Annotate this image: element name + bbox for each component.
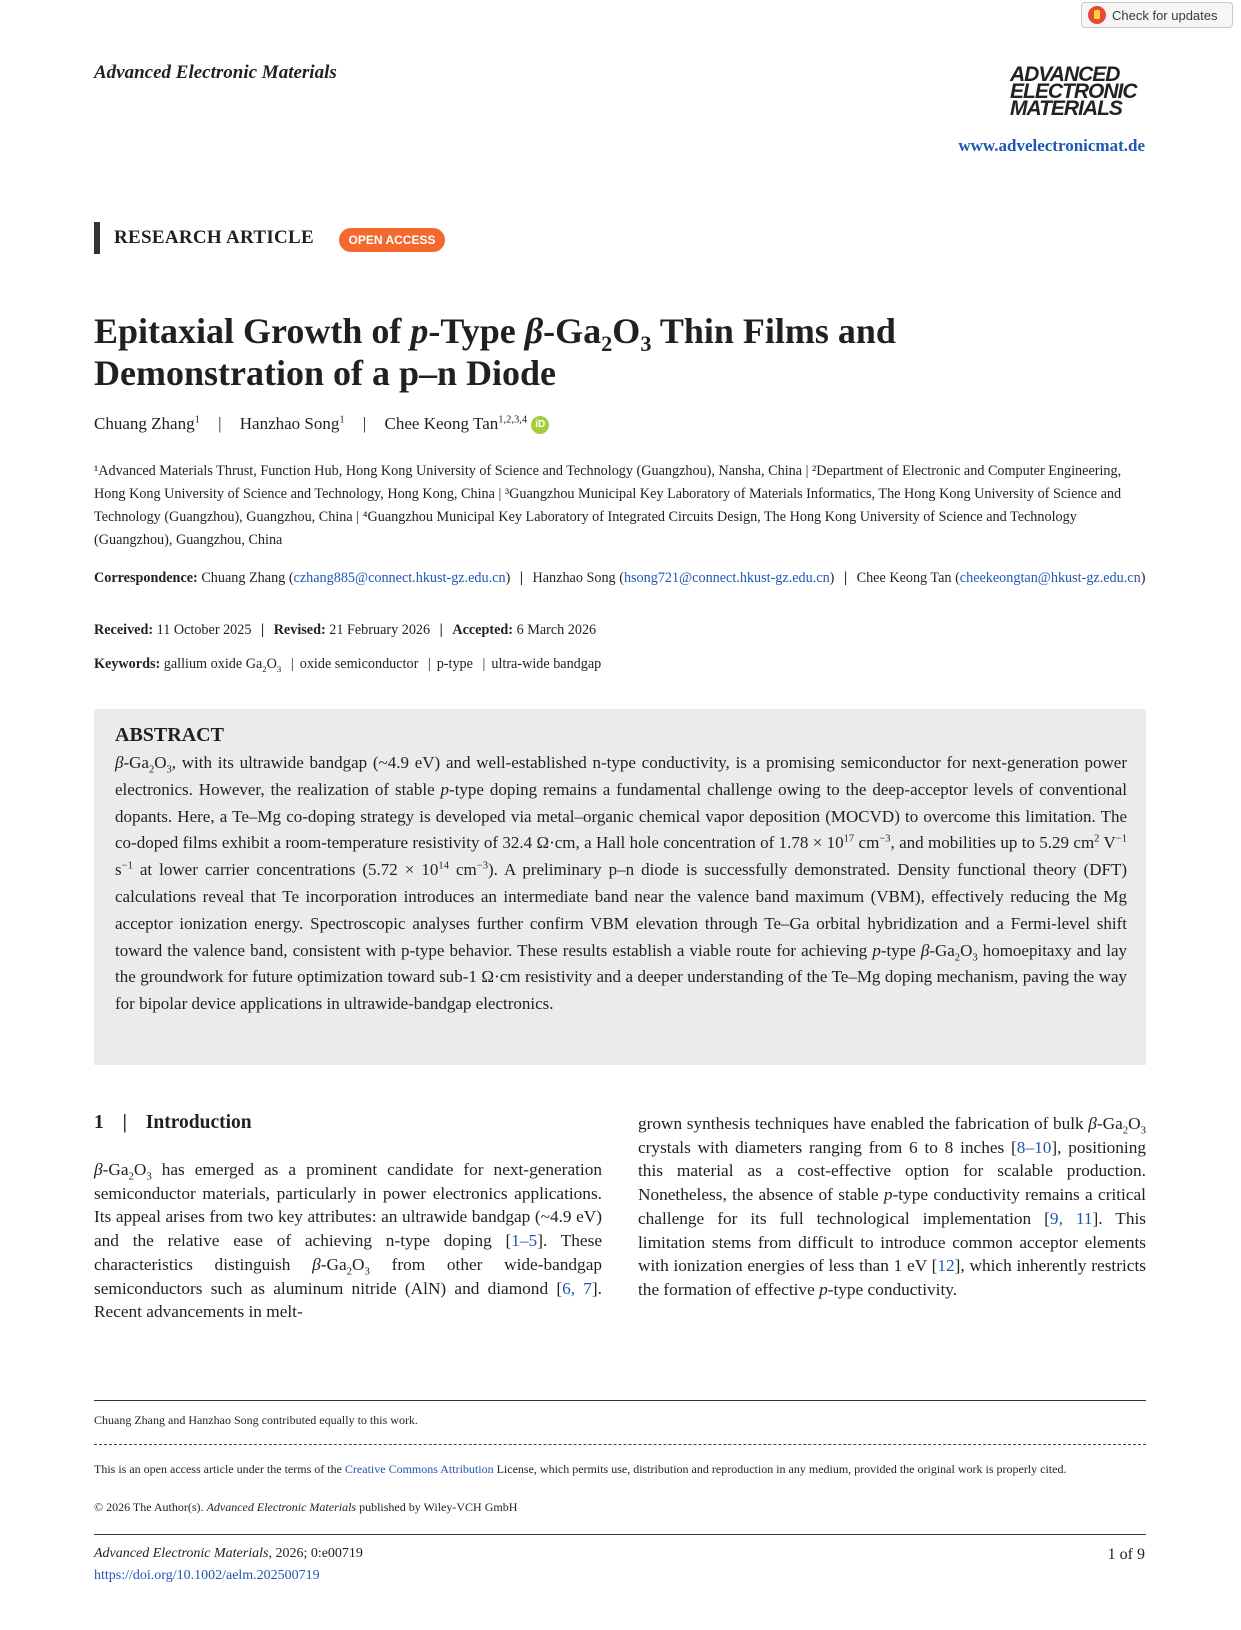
author-2[interactable]: Hanzhao Song: [239, 414, 340, 433]
journal-logo: [1010, 63, 1148, 120]
check-for-updates-label: Check for updates: [1112, 7, 1218, 23]
contribution-note: Chuang Zhang and Hanzhao Song contributed equally to this work.: [94, 1413, 418, 1427]
keyword-1: gallium oxide Ga: [163, 656, 263, 672]
title-text-1: Epitaxial Growth of: [94, 311, 411, 351]
journal-url-link[interactable]: www.advelectronicmat.de: [958, 136, 1145, 155]
ref-link[interactable]: 9, 11: [1049, 1208, 1093, 1228]
title-line-2: Demonstration of a p–n Diode: [94, 353, 557, 393]
author-1[interactable]: Chuang Zhang: [94, 414, 195, 433]
correspondence: Correspondence: Chuang Zhang (czhang885@connect.hkust-gz.edu.cn) | Hanzhao Song (hsong721@connect.hkust-gz.edu.cn) | Chee Keong Tan (cheekeongtan@hkust-gz.edu.cn): [94, 570, 1146, 586]
footer-dashed-rule: [94, 1444, 1146, 1445]
accepted-date: 6 March 2026: [516, 622, 597, 638]
section-title: Introduction: [145, 1112, 252, 1133]
ref-link[interactable]: 1–5: [511, 1231, 538, 1251]
corr-name-1: Chuang Zhang: [201, 570, 286, 586]
corr-email-3[interactable]: cheekeongtan@hkust-gz.edu.cn: [959, 570, 1141, 586]
logo-line-2: ELECTRONIC: [1010, 80, 1137, 103]
title-sub-2: 2: [601, 331, 613, 357]
title-p: p: [410, 311, 429, 351]
corr-email-2[interactable]: hsong721@connect.hkust-gz.edu.cn: [623, 570, 830, 586]
keywords-label: Keywords:: [94, 656, 161, 672]
crossmark-icon: [1088, 6, 1106, 24]
journal-name: Advanced Electronic Materials: [94, 62, 337, 83]
orcid-icon[interactable]: iD: [531, 416, 549, 434]
title-sub-3: 3: [640, 331, 652, 357]
section-sep: |: [122, 1112, 127, 1133]
intro-right-column: grown synthesis techniques have enabled the fabrication of bulk $\beta-Ga_2O_3$ crystals with diameters ranging from 6 to 8 inches [8–10], positioning this material as a cost-effective option for scalable production. Nonetheless, the absence of stable p-type conductivity remains a critical challenge for its full technological implementation [9, 11]. This limitation stems from difficult to introduce common acceptor elements with ionization energies of less than 1 eV [12], which inherently restricts the formation of effective p-type conductivity.: [638, 1114, 1146, 1299]
author-1-affil: 1: [194, 414, 200, 426]
accepted-label: Accepted:: [452, 622, 514, 638]
title-o: O: [612, 311, 641, 351]
article-type-bar: [94, 222, 100, 254]
keyword-sub: 2: [262, 663, 267, 674]
author-2-affil: 1: [339, 414, 345, 426]
abstract-text: $\beta-Ga_2O_3$, with its ultrawide bandgap (~4.9 eV) and well-established n-type conductivity, is a promising semiconductor for next-generation power electronics. However, the realization of stable p-type doping remains a fundamental challenge owing to the deep-acceptor levels of conventional dopants. Here, a Te–Mg co-doping strategy is developed via metal–organic chemical vapor deposition (MOCVD) to overcome this limitation. The co-doped films exhibit a room-temperature resistivity of 32.4 Ω·cm, a Hall hole concentration of $1.78 \times 10^{17}$ $cm^{-3}$, and mobilities up to 5.29 $cm^2$ $V^{-1}$ $s^{-1}$ at lower carrier concentrations ($5.72 \times 10^{14}$ $cm^{-3}$). A preliminary p–n diode is successfully demonstrated. Density functional theory (DFT) calculations reveal that Te incorporation introduces an intermediate band near the valence band maximum (VBM), effectively reducing the Mg acceptor ionization energy. Spectroscopic analyses further confirm VBM elevation through Te–Ga orbital hybridization and a Fermi-level shift toward the valence band, consistent with p-type behavior. These results establish a viable route for achieving p-type $\beta-Ga_2O_3$ homoepitaxy and lay the groundwork for future optimization toward sub-1 Ω·cm resistivity and a deeper understanding of the Te–Mg doping mechanism, paving the way for bipolar device applications in ultrawide-bandgap electronics.: [115, 753, 1127, 1014]
corr-name-3: Chee Keong Tan: [856, 570, 952, 586]
revised-label: Revised:: [273, 622, 326, 638]
doi-link[interactable]: https://doi.org/10.1002/aelm.202500719: [94, 1568, 320, 1583]
correspondence-label: Correspondence:: [94, 570, 198, 586]
keyword-2: oxide semiconductor: [299, 656, 419, 672]
footer-rule: [94, 1400, 1146, 1401]
affiliations: ¹Advanced Materials Thrust, Function Hub, Hong Kong University of Science and Technology (Guangzhou), Nansha, China | ²Department of Electronic and Computer Engineering, Hong Kong University of Science and Technology, Hong Kong, China | ³Guangzhou Municipal Key Laboratory of Materials Informatics, The Hong Kong University of Science and Technology (Guangzhou), Guangzhou, China | ⁴Guangzhou Municipal Key Laboratory of Integrated Circuits Design, The Hong Kong University of Science and Technology (Guangzhou), Guangzhou, China: [94, 463, 1122, 548]
copyright-note: © 2026 The Author(s). Advanced Electronic Materials published by Wiley-VCH GmbH: [94, 1500, 518, 1514]
intro-left-column: $\beta-Ga_2O_3$ has emerged as a prominent candidate for next-generation semiconductor materials, particularly in power electronics applications. Its appeal arises from two key attributes: an ultrawide bandgap (~4.9 eV) and the relative ease of achieving n-type doping [1–5]. These characteristics distinguish $\beta-Ga_2O_3$ from other wide-bandgap semiconductors such as aluminum nitride (AlN) and diamond [6, 7]. Recent advancements in melt-: [94, 1160, 603, 1322]
article-type: RESEARCH ARTICLE: [114, 227, 314, 248]
author-sep: |: [362, 414, 367, 433]
page-number: 1 of 9: [1107, 1546, 1145, 1563]
corr-name-2: Hanzhao Song: [532, 570, 616, 586]
ref-link[interactable]: 6, 7: [562, 1278, 592, 1298]
license-note: This is an open access article under the terms of the Creative Commons Attribution License, which permits use, distribution and reproduction in any medium, provided the original work is properly cited.: [94, 1462, 1067, 1476]
title-text-2: -Type: [428, 311, 525, 351]
article-title: [94, 310, 1144, 394]
logo-line-3: MATERIALS: [1010, 97, 1122, 120]
footer-rule-bottom: [94, 1534, 1146, 1535]
ref-link[interactable]: 8–10: [1016, 1137, 1052, 1157]
title-ga: -Ga: [543, 311, 602, 351]
citation: Advanced Electronic Materials, 2026; 0:e00719: [94, 1546, 363, 1561]
check-for-updates-button[interactable]: [1081, 2, 1233, 28]
author-sep: |: [218, 414, 222, 433]
title-text-3: Thin Films and: [651, 311, 896, 351]
received-label: Received:: [94, 622, 154, 638]
title-beta: β: [524, 311, 544, 351]
keywords: Keywords: gallium oxide $Ga_2O_3$ | oxide semiconductor | p-type | ultra-wide bandgap: [94, 656, 602, 674]
open-access-badge: OPEN ACCESS: [339, 228, 445, 252]
received-date: 11 October 2025: [156, 622, 252, 638]
ref-link[interactable]: 12: [937, 1256, 955, 1276]
author-3[interactable]: Chee Keong Tan: [384, 414, 499, 433]
license-link[interactable]: Creative Commons Attribution: [344, 1462, 494, 1476]
section-heading-introduction: [94, 1112, 252, 1134]
abstract-heading: ABSTRACT: [115, 724, 224, 746]
corr-email-1[interactable]: czhang885@connect.hkust-gz.edu.cn: [293, 570, 506, 586]
section-number: 1: [94, 1112, 104, 1133]
article-dates: Received: 11 October 2025 | Revised: 21 February 2026 | Accepted: 6 March 2026: [94, 622, 597, 638]
keyword-4: ultra-wide bandgap: [491, 656, 602, 672]
logo-line-1: ADVANCED: [1010, 63, 1120, 86]
author-3-affil: 1,2,3,4: [498, 414, 528, 426]
author-list: [94, 414, 549, 434]
keyword-3: p-type: [436, 656, 473, 672]
keyword-sub: 3: [276, 663, 282, 674]
revised-date: 21 February 2026: [329, 622, 431, 638]
